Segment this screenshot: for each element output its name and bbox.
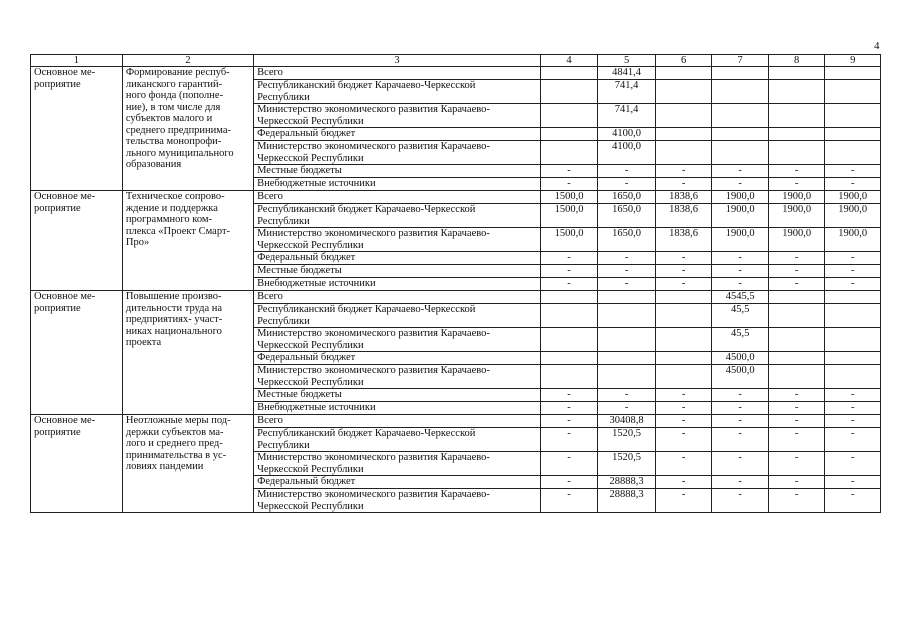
- event-name-cell: Повышение произво- дительности труда на предприятиях- участ- никах национального проекта: [122, 291, 253, 415]
- amount-cell: [655, 365, 712, 389]
- amount-cell: [825, 291, 881, 304]
- amount-cell: 28888,3: [598, 489, 656, 513]
- amount-cell: [540, 304, 598, 328]
- amount-cell: [655, 291, 712, 304]
- amount-cell: [655, 304, 712, 328]
- amount-cell: [655, 104, 712, 128]
- funding-source-cell: Республиканский бюджет Карачаево-Черкесской Республики: [254, 204, 541, 228]
- amount-cell: -: [540, 415, 598, 428]
- table-row: [31, 415, 881, 428]
- amount-cell: -: [712, 278, 769, 291]
- funding-source-cell: Федеральный бюджет: [254, 128, 541, 141]
- amount-cell: [598, 365, 656, 389]
- amount-cell: -: [768, 428, 825, 452]
- amount-cell: -: [655, 178, 712, 191]
- amount-cell: -: [540, 452, 598, 476]
- amount-cell: -: [712, 452, 769, 476]
- funding-source-cell: Всего: [254, 191, 541, 204]
- amount-cell: -: [655, 452, 712, 476]
- amount-cell: -: [540, 489, 598, 513]
- amount-cell: [825, 128, 881, 141]
- amount-cell: -: [598, 165, 656, 178]
- amount-cell: [712, 141, 769, 165]
- amount-cell: -: [712, 165, 769, 178]
- amount-cell: -: [825, 252, 881, 265]
- amount-cell: -: [768, 476, 825, 489]
- amount-cell: -: [768, 489, 825, 513]
- header-cell: 4: [540, 55, 598, 67]
- table-row: [31, 191, 881, 204]
- amount-cell: [825, 80, 881, 104]
- amount-cell: [825, 365, 881, 389]
- amount-cell: -: [655, 402, 712, 415]
- amount-cell: 1838,6: [655, 204, 712, 228]
- funding-source-cell: Министерство экономического развития Карачаево- Черкесской Республики: [254, 141, 541, 165]
- amount-cell: [655, 80, 712, 104]
- table-row: [31, 67, 881, 80]
- amount-cell: [655, 328, 712, 352]
- event-level-cell: Основное ме- роприятие: [31, 415, 123, 513]
- amount-cell: -: [825, 278, 881, 291]
- amount-cell: -: [825, 265, 881, 278]
- page-number: 4: [874, 40, 880, 52]
- amount-cell: [540, 128, 598, 141]
- amount-cell: -: [712, 389, 769, 402]
- amount-cell: -: [540, 165, 598, 178]
- header-cell: 8: [768, 55, 825, 67]
- budget-table: [30, 54, 881, 513]
- amount-cell: -: [825, 165, 881, 178]
- amount-cell: [598, 328, 656, 352]
- amount-cell: 1900,0: [712, 204, 769, 228]
- funding-source-cell: Местные бюджеты: [254, 165, 541, 178]
- funding-source-cell: Министерство экономического развития Карачаево- Черкесской Республики: [254, 228, 541, 252]
- amount-cell: [540, 80, 598, 104]
- amount-cell: [540, 328, 598, 352]
- amount-cell: 4841,4: [598, 67, 656, 80]
- amount-cell: [768, 365, 825, 389]
- amount-cell: [655, 141, 712, 165]
- amount-cell: [655, 128, 712, 141]
- funding-source-cell: Министерство экономического развития Карачаево- Черкесской Республики: [254, 452, 541, 476]
- amount-cell: -: [598, 178, 656, 191]
- funding-source-cell: Всего: [254, 415, 541, 428]
- amount-cell: [598, 304, 656, 328]
- amount-cell: 28888,3: [598, 476, 656, 489]
- amount-cell: -: [768, 265, 825, 278]
- amount-cell: [598, 352, 656, 365]
- amount-cell: -: [825, 476, 881, 489]
- funding-source-cell: Федеральный бюджет: [254, 252, 541, 265]
- amount-cell: 1900,0: [825, 191, 881, 204]
- funding-source-cell: Министерство экономического развития Карачаево- Черкесской Республики: [254, 489, 541, 513]
- amount-cell: -: [540, 476, 598, 489]
- amount-cell: 4500,0: [712, 352, 769, 365]
- amount-cell: [540, 291, 598, 304]
- amount-cell: [825, 67, 881, 80]
- amount-cell: -: [712, 489, 769, 513]
- amount-cell: 1650,0: [598, 204, 656, 228]
- amount-cell: 1900,0: [825, 228, 881, 252]
- amount-cell: 1838,6: [655, 191, 712, 204]
- header-cell: 5: [598, 55, 656, 67]
- header-cell: 9: [825, 55, 881, 67]
- amount-cell: [655, 352, 712, 365]
- amount-cell: 1520,5: [598, 452, 656, 476]
- header-cell: 2: [122, 55, 253, 67]
- amount-cell: -: [540, 389, 598, 402]
- amount-cell: 1838,6: [655, 228, 712, 252]
- amount-cell: 1650,0: [598, 191, 656, 204]
- amount-cell: [655, 67, 712, 80]
- amount-cell: [768, 328, 825, 352]
- amount-cell: 1900,0: [768, 228, 825, 252]
- header-cell: 6: [655, 55, 712, 67]
- amount-cell: [712, 104, 769, 128]
- amount-cell: 1900,0: [768, 204, 825, 228]
- funding-source-cell: Местные бюджеты: [254, 389, 541, 402]
- amount-cell: -: [768, 165, 825, 178]
- amount-cell: [768, 80, 825, 104]
- amount-cell: -: [540, 428, 598, 452]
- funding-source-cell: Местные бюджеты: [254, 265, 541, 278]
- amount-cell: 4500,0: [712, 365, 769, 389]
- amount-cell: 1500,0: [540, 228, 598, 252]
- event-name-cell: Неотложные меры под- держки субъектов ма- лого и среднего пред- принимательства в ус- ловиях пандемии: [122, 415, 253, 513]
- amount-cell: [768, 291, 825, 304]
- amount-cell: -: [655, 489, 712, 513]
- amount-cell: -: [598, 265, 656, 278]
- amount-cell: [825, 304, 881, 328]
- amount-cell: 45,5: [712, 328, 769, 352]
- amount-cell: -: [712, 252, 769, 265]
- funding-source-cell: Министерство экономического развития Карачаево- Черкесской Республики: [254, 328, 541, 352]
- funding-source-cell: Всего: [254, 67, 541, 80]
- amount-cell: [768, 67, 825, 80]
- amount-cell: -: [712, 265, 769, 278]
- funding-source-cell: Внебюджетные источники: [254, 178, 541, 191]
- event-level-cell: Основное ме- роприятие: [31, 191, 123, 291]
- event-level-cell: Основное ме- роприятие: [31, 67, 123, 191]
- amount-cell: -: [825, 402, 881, 415]
- funding-source-cell: Республиканский бюджет Карачаево-Черкесской Республики: [254, 428, 541, 452]
- funding-source-cell: Всего: [254, 291, 541, 304]
- amount-cell: -: [598, 252, 656, 265]
- amount-cell: -: [655, 278, 712, 291]
- amount-cell: [768, 141, 825, 165]
- amount-cell: -: [712, 415, 769, 428]
- amount-cell: 45,5: [712, 304, 769, 328]
- amount-cell: 1650,0: [598, 228, 656, 252]
- amount-cell: -: [768, 452, 825, 476]
- amount-cell: -: [768, 402, 825, 415]
- amount-cell: -: [655, 252, 712, 265]
- header-cell: 3: [254, 55, 541, 67]
- amount-cell: [768, 304, 825, 328]
- amount-cell: -: [655, 415, 712, 428]
- amount-cell: -: [825, 415, 881, 428]
- amount-cell: -: [598, 389, 656, 402]
- amount-cell: 4100,0: [598, 128, 656, 141]
- amount-cell: -: [768, 278, 825, 291]
- amount-cell: -: [825, 389, 881, 402]
- event-level-cell: Основное ме- роприятие: [31, 291, 123, 415]
- amount-cell: -: [768, 178, 825, 191]
- amount-cell: -: [712, 428, 769, 452]
- amount-cell: -: [655, 165, 712, 178]
- event-name-cell: Техническое сопрово- ждение и поддержка программного ком- плекса «Проект Смарт- Про»: [122, 191, 253, 291]
- amount-cell: -: [825, 178, 881, 191]
- amount-cell: 741,4: [598, 104, 656, 128]
- amount-cell: 30408,8: [598, 415, 656, 428]
- amount-cell: [768, 128, 825, 141]
- amount-cell: -: [825, 428, 881, 452]
- amount-cell: -: [540, 402, 598, 415]
- amount-cell: -: [598, 278, 656, 291]
- amount-cell: -: [598, 402, 656, 415]
- amount-cell: 1900,0: [712, 191, 769, 204]
- amount-cell: [540, 365, 598, 389]
- amount-cell: -: [712, 178, 769, 191]
- amount-cell: -: [712, 476, 769, 489]
- amount-cell: [825, 104, 881, 128]
- amount-cell: -: [540, 278, 598, 291]
- funding-source-cell: Федеральный бюджет: [254, 352, 541, 365]
- amount-cell: [712, 67, 769, 80]
- amount-cell: [825, 352, 881, 365]
- amount-cell: -: [540, 178, 598, 191]
- amount-cell: -: [655, 389, 712, 402]
- amount-cell: [540, 104, 598, 128]
- amount-cell: [768, 352, 825, 365]
- amount-cell: [712, 80, 769, 104]
- amount-cell: 1500,0: [540, 191, 598, 204]
- funding-source-cell: Внебюджетные источники: [254, 278, 541, 291]
- table-body: [31, 67, 881, 513]
- amount-cell: -: [825, 452, 881, 476]
- amount-cell: -: [655, 428, 712, 452]
- funding-source-cell: Федеральный бюджет: [254, 476, 541, 489]
- funding-source-cell: Внебюджетные источники: [254, 402, 541, 415]
- amount-cell: 1900,0: [768, 191, 825, 204]
- amount-cell: 1900,0: [825, 204, 881, 228]
- amount-cell: -: [825, 489, 881, 513]
- amount-cell: -: [655, 476, 712, 489]
- amount-cell: [768, 104, 825, 128]
- header-cell: 7: [712, 55, 769, 67]
- event-name-cell: Формирование респуб- ликанского гарантий- ного фонда (пополне- ние), в том числе для субъектов малого и среднего предпринима- тельства монопрофи- льного муниципального образования: [122, 67, 253, 191]
- header-row: [31, 55, 881, 67]
- amount-cell: [712, 128, 769, 141]
- amount-cell: [825, 141, 881, 165]
- amount-cell: -: [768, 389, 825, 402]
- amount-cell: -: [768, 415, 825, 428]
- amount-cell: 741,4: [598, 80, 656, 104]
- amount-cell: 1500,0: [540, 204, 598, 228]
- amount-cell: -: [712, 402, 769, 415]
- amount-cell: [540, 141, 598, 165]
- amount-cell: [598, 291, 656, 304]
- funding-source-cell: Министерство экономического развития Карачаево- Черкесской Республики: [254, 104, 541, 128]
- amount-cell: 4100,0: [598, 141, 656, 165]
- table-row: [31, 291, 881, 304]
- funding-source-cell: Министерство экономического развития Карачаево- Черкесской Республики: [254, 365, 541, 389]
- amount-cell: 1520,5: [598, 428, 656, 452]
- amount-cell: [540, 352, 598, 365]
- amount-cell: -: [655, 265, 712, 278]
- funding-source-cell: Республиканский бюджет Карачаево-Черкесской Республики: [254, 80, 541, 104]
- amount-cell: -: [540, 265, 598, 278]
- header-cell: 1: [31, 55, 123, 67]
- amount-cell: 1900,0: [712, 228, 769, 252]
- amount-cell: [825, 328, 881, 352]
- amount-cell: -: [768, 252, 825, 265]
- funding-source-cell: Республиканский бюджет Карачаево-Черкесской Республики: [254, 304, 541, 328]
- amount-cell: -: [540, 252, 598, 265]
- amount-cell: 4545,5: [712, 291, 769, 304]
- amount-cell: [540, 67, 598, 80]
